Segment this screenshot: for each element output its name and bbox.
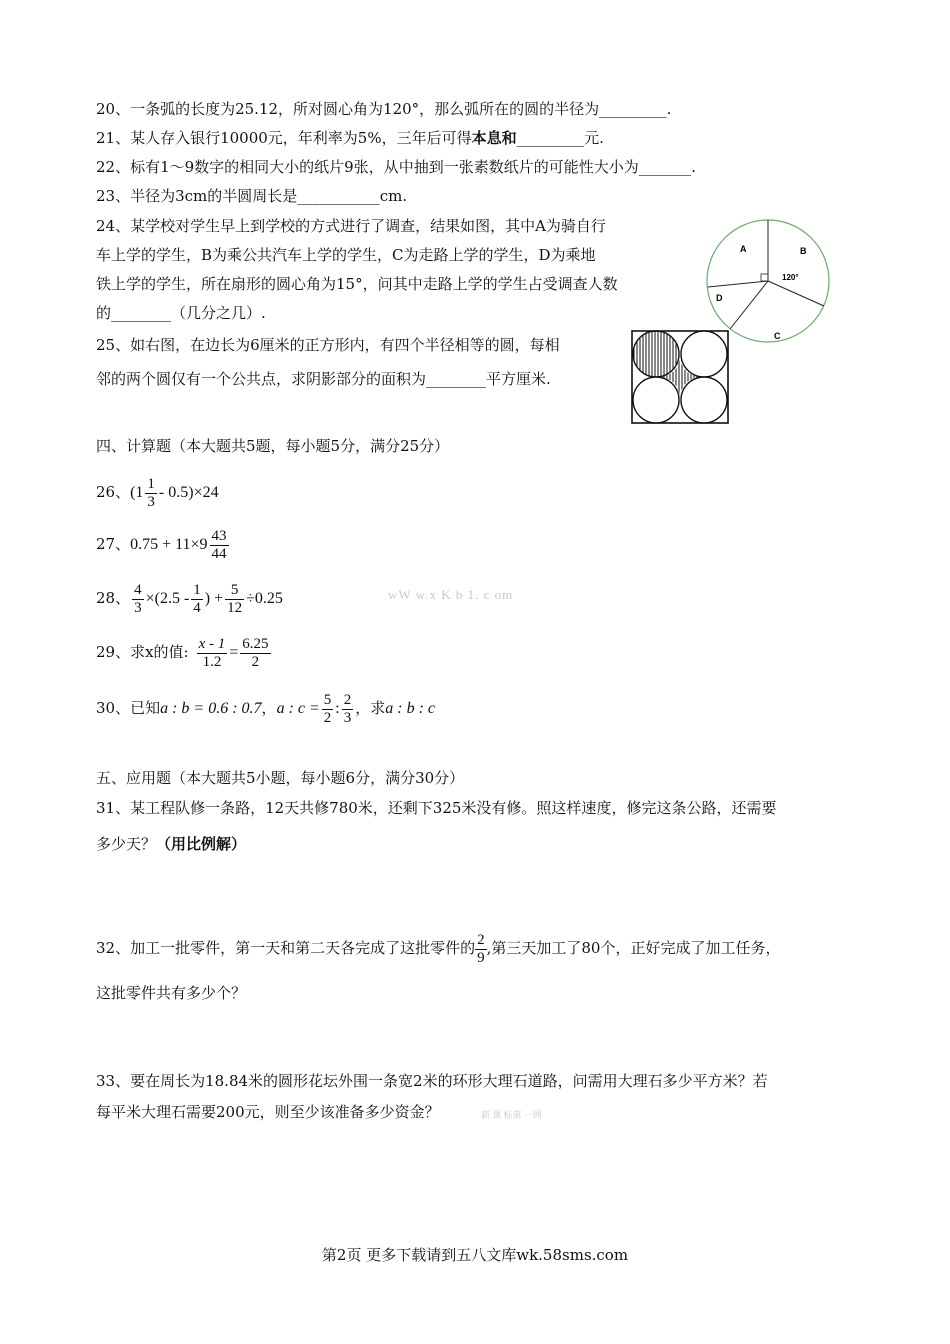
calc-30-f1-den: 2 xyxy=(323,709,332,726)
calc-30-ask-expr: a : b : c xyxy=(385,700,436,717)
question-24-line3: 铁上学的学生，所在扇形的圆心角为15°，问其中走路上学的学生占受调查人数 xyxy=(96,275,618,293)
question-24-line1: 24、某学校对学生早上到学校的方式进行了调查，结果如图，其中A为骑自行 xyxy=(96,217,606,235)
calc-29-f2-den: 2 xyxy=(251,653,260,670)
calc-29 xyxy=(96,630,273,674)
pie-angle-label: 120° xyxy=(782,273,799,282)
calc-26-rest: - 0.5)×24 xyxy=(158,484,219,501)
pie-label-c: C xyxy=(774,331,781,341)
calc-30-colon: : xyxy=(335,700,340,717)
calc-26-fraction xyxy=(145,476,157,511)
question-21-pre: 21、某人存入银行10000元，年利率为5%，三年后可得 xyxy=(96,129,472,147)
question-24-line2: 车上学的学生，B为乘公共汽车上学的学生，C为走路上学的学生，D为乘地 xyxy=(96,246,596,264)
calc-26-frac-den: 3 xyxy=(147,493,155,510)
section-5-heading: 五、应用题（本大题共5小题，每小题6分，满分30分） xyxy=(96,769,465,787)
calc-26 xyxy=(96,470,219,514)
calc-30-ratio-1: a : b = 0.6 : 0.7 xyxy=(160,700,262,717)
calc-29-f1-den: 1.2 xyxy=(202,653,222,670)
question-32-line1 xyxy=(96,926,780,970)
circles-square-figure xyxy=(630,329,732,427)
question-32-post: ,第三天加工了80个，正好完成了加工任务， xyxy=(486,939,781,957)
calc-28-f2-den: 4 xyxy=(193,599,201,616)
calc-28-mid2: ) + xyxy=(204,590,224,607)
calc-30-f1-num: 5 xyxy=(323,691,332,708)
question-21-bold: 本息和 xyxy=(471,129,517,147)
calc-30-f2-num: 2 xyxy=(343,691,352,708)
section-4-heading: 四、计算题（本大题共5题，每小题5分，满分25分） xyxy=(96,437,450,455)
calc-26-frac-num: 1 xyxy=(147,475,155,492)
calc-28-f1-den: 3 xyxy=(134,599,142,616)
calc-29-f1-num: x - 1 xyxy=(198,635,226,652)
calc-28-fraction-2 xyxy=(191,582,203,617)
question-32-frac-den: 9 xyxy=(477,949,485,966)
pie-label-d: D xyxy=(716,293,723,303)
calc-27-label: 27、 xyxy=(96,535,131,553)
calc-26-open: (1 xyxy=(130,484,144,501)
calc-26-label: 26、 xyxy=(96,483,131,501)
calc-27 xyxy=(96,522,231,566)
question-33-line2: 每平米大理石需要200元，则至少该准备多少资金？ xyxy=(96,1103,440,1121)
calc-28-tail: ÷0.25 xyxy=(246,590,283,607)
calc-30-label: 30、已知 xyxy=(96,699,161,717)
watermark-small: 新 课 标第 一网 xyxy=(481,1110,542,1120)
circle-bottom-right xyxy=(681,377,727,423)
question-32-frac-num: 2 xyxy=(477,931,485,948)
calc-28-fraction-3 xyxy=(225,582,244,617)
right-angle-mark xyxy=(761,274,768,281)
pie-radius-b-c xyxy=(768,281,824,306)
circle-top-left xyxy=(633,331,679,377)
page-footer: 第2页 更多下载请到五八文库wk.58sms.com xyxy=(321,1246,629,1264)
calc-29-fraction-1 xyxy=(197,636,228,671)
calc-28 xyxy=(96,576,283,620)
calc-30 xyxy=(96,686,435,730)
calc-28-f1-num: 4 xyxy=(134,581,142,598)
question-20: 20、一条弧的长度为25.12，所对圆心角为120°，那么弧所在的圆的半径为_________. xyxy=(96,100,672,118)
calc-30-fraction-2 xyxy=(342,692,354,727)
calc-28-f3-den: 12 xyxy=(227,599,243,616)
question-25-line2: 邻的两个圆仅有一个公共点，求阴影部分的面积为________平方厘米. xyxy=(96,370,551,388)
calc-30-comma: ， xyxy=(261,699,277,717)
question-32-fraction xyxy=(475,932,487,967)
calc-27-frac-den: 44 xyxy=(211,545,227,562)
calc-27-expr: 0.75 + 11×9 xyxy=(130,536,208,553)
question-33-line1: 33、要在周长为18.84米的圆形花坛外围一条宽2米的环形大理石道路，问需用大理石多少平方米？若 xyxy=(96,1072,768,1090)
calc-30-f2-den: 3 xyxy=(343,709,352,726)
question-31-method: （用比例解） xyxy=(156,835,247,853)
calc-27-frac-num: 43 xyxy=(211,527,227,544)
circle-top-right xyxy=(681,331,727,377)
question-21 xyxy=(96,128,604,148)
calc-28-label: 28、 xyxy=(96,589,131,607)
question-21-post: _________元. xyxy=(516,129,604,147)
question-31-line1: 31、某工程队修一条路，12天共修780米，还剩下325米没有修。照这样速度，修完这条公路，还需要 xyxy=(96,799,777,817)
calc-30-ask: ，求 xyxy=(355,699,386,717)
calc-29-f2-num: 6.25 xyxy=(242,635,269,652)
question-22: 22、标有1～9数字的相同大小的纸片9张，从中抽到一张素数纸片的可能性大小为_______. xyxy=(96,158,696,176)
calc-30-ratio-2: a : c = xyxy=(276,700,320,717)
question-31-line2 xyxy=(96,834,246,854)
calc-29-label: 29、求x的值: xyxy=(96,643,189,661)
question-31-line2-text: 多少天？ xyxy=(96,835,157,853)
pie-radius-d-a xyxy=(708,281,768,287)
calc-30-fraction-1 xyxy=(322,692,334,727)
calc-28-f2-num: 1 xyxy=(193,581,201,598)
pie-label-a: A xyxy=(740,244,747,254)
question-23: 23、半径为3cm的半圆周长是___________cm. xyxy=(96,187,408,205)
question-32-line2: 这批零件共有多少个？ xyxy=(96,984,247,1002)
calc-27-fraction xyxy=(210,528,229,563)
calc-28-f3-num: 5 xyxy=(225,582,244,600)
circle-bottom-left xyxy=(633,377,679,423)
calc-29-fraction-2 xyxy=(240,636,270,671)
pie-radius-c-d xyxy=(730,281,768,329)
question-24-line4: 的________（几分之几）. xyxy=(96,304,266,322)
question-25-line1: 25、如右图，在边长为6厘米的正方形内，有四个半径相等的圆，每相 xyxy=(96,336,560,354)
pie-label-b: B xyxy=(800,246,807,256)
calc-28-fraction-1 xyxy=(132,582,144,617)
watermark-url: wW w.x K b 1. c om xyxy=(388,587,514,602)
calc-28-mid1: ×(2.5 - xyxy=(145,590,190,607)
calc-29-equals: = xyxy=(229,644,239,661)
question-32-pre: 32、加工一批零件，第一天和第二天各完成了这批零件的 xyxy=(96,939,476,957)
